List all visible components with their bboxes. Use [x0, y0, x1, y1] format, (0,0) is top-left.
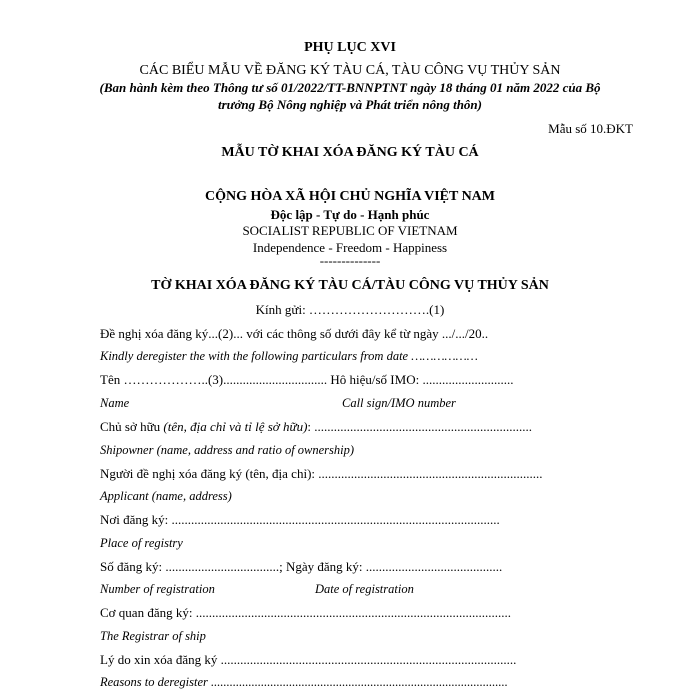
- registration-number-label-en: Number of registration: [100, 582, 215, 596]
- applicant-label-en: Applicant (name, address): [100, 489, 232, 503]
- issued-by-line-2: trưởng Bộ Nông nghiệp và Phát triển nông thôn): [218, 97, 482, 112]
- addressee-line: Kính gửi: ……………………….(1): [255, 302, 445, 317]
- ship-name-label-en: Name: [100, 396, 130, 410]
- reason-label-en: Reasons to deregister ...............................................................................................: [100, 675, 508, 689]
- registrar-field: Cơ quan đăng ký: .................................................................................................: [100, 605, 511, 620]
- republic-vn: CỘNG HÒA XÃ HỘI CHỦ NGHĨA VIỆT NAM: [204, 189, 495, 204]
- request-line-vn: Đề nghị xóa đăng ký...(2)... với các thông số dưới đây kể từ ngày .../.../20..: [100, 326, 489, 341]
- declaration-title: TỜ KHAI XÓA ĐĂNG KÝ TÀU CÁ/TÀU CÔNG VỤ THỦY SẢN: [151, 278, 549, 293]
- motto-vn: Độc lập - Tự do - Hạnh phúc: [270, 207, 430, 222]
- appendix-subtitle: CÁC BIỂU MẪU VỀ ĐĂNG KÝ TÀU CÁ, TÀU CÔNG VỤ THỦY SẢN: [139, 63, 561, 78]
- place-of-registry-field: Nơi đăng ký: .....................................................................................................: [100, 512, 500, 527]
- motto-en: Independence - Freedom - Happiness: [252, 240, 448, 255]
- registrar-label-en: The Registrar of ship: [100, 629, 206, 643]
- place-of-registry-label-en: Place of registry: [100, 536, 183, 550]
- shipowner-dots: : ...................................................................: [307, 419, 533, 434]
- call-sign-label-en: Call sign/IMO number: [342, 396, 456, 410]
- appendix-title: PHỤ LỤC XVI: [304, 40, 396, 55]
- shipowner-field: [100, 419, 532, 435]
- form-title: MẪU TỜ KHAI XÓA ĐĂNG KÝ TÀU CÁ: [221, 145, 479, 160]
- republic-en: SOCIALIST REPUBLIC OF VIETNAM: [242, 223, 458, 238]
- applicant-field: Người đề nghị xóa đăng ký (tên, địa chỉ): .....................................................................: [100, 466, 543, 481]
- form-number: Mẫu số 10.ĐKT: [548, 121, 633, 136]
- reason-field: Lý do xin xóa đăng ký ...........................................................................................: [100, 652, 517, 667]
- issued-by-line-1: (Ban hành kèm theo Thông tư số 01/2022/TT-BNNPTNT ngày 18 tháng 01 năm 2022 của Bộ: [99, 80, 601, 95]
- ship-name-field: Tên ………………..(3)................................ Hô hiệu/số IMO: ............................: [100, 372, 514, 387]
- shipowner-hint: (tên, địa chỉ và tỉ lệ sở hữu): [163, 419, 308, 434]
- shipowner-label: Chủ sở hữu: [100, 419, 164, 434]
- registration-number-field: Số đăng ký: ...................................; Ngày đăng ký: ..........................................: [100, 559, 503, 574]
- request-line-en: Kindly deregister the with the following particulars from date ………………: [100, 349, 478, 363]
- registration-date-label-en: Date of registration: [315, 582, 414, 596]
- shipowner-label-en: Shipowner (name, address and ratio of ownership): [100, 443, 355, 457]
- divider: --------------: [319, 253, 381, 268]
